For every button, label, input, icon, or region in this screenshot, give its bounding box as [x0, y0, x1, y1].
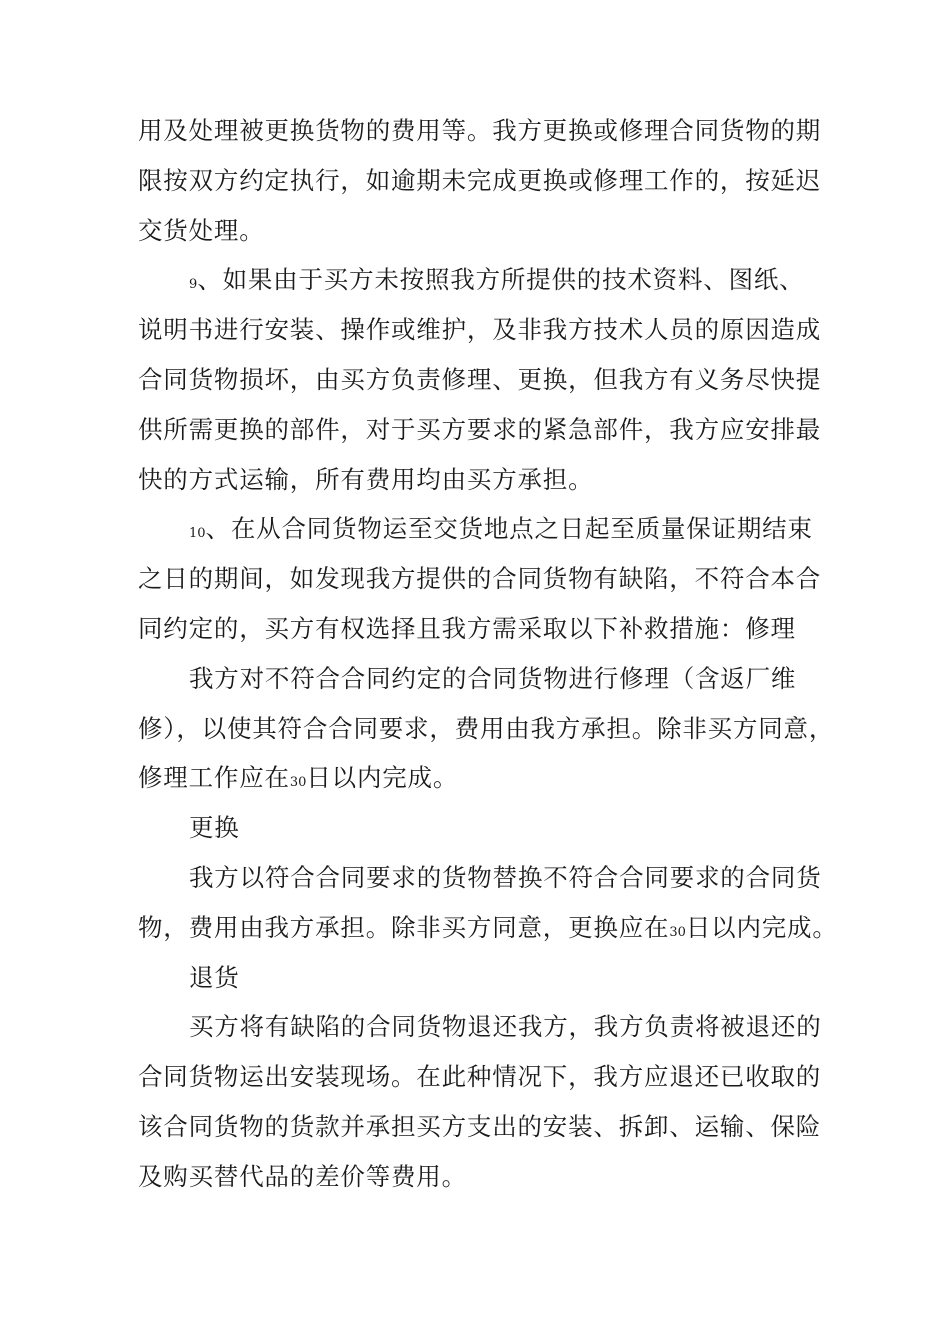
days-number: 30 [289, 775, 307, 791]
replace-paragraph-first-line: 我方以符合合同要求的货物替换不符合合同要求的合同货 [189, 862, 822, 892]
text-line-8: 快的方式运输，所有费用均由买方承担。 [138, 464, 594, 494]
text-line-17: 物，费用由我方承担。除非买方同意，更换应在30日以内完成。 [138, 912, 838, 942]
clause-10-first-line: 10、在从合同货物运至交货地点之日起至质量保证期结束 [189, 514, 813, 544]
text-line-22: 及购买替代品的差价等费用。 [138, 1161, 467, 1191]
text-line-2: 限按双方约定执行，如逾期未完成更换或修理工作的，按延迟 [138, 165, 822, 195]
clause-number: 9 [189, 277, 198, 293]
text-line-13: 修），以使其符合合同要求，费用由我方承担。除非买方同意， [138, 713, 835, 743]
return-paragraph-first-line: 买方将有缺陷的合同货物退还我方，我方负责将被退还的 [189, 1012, 822, 1042]
text-line-7: 供所需更换的部件，对于买方要求的紧急部件，我方应安排最 [138, 414, 822, 444]
text-line-21: 该合同货物的货款并承担买方支出的安装、拆卸、运输、保险 [138, 1111, 822, 1141]
clause-number: 10 [189, 526, 206, 542]
text-line-11: 同约定的，买方有权选择且我方需采取以下补救措施：修理 [138, 613, 796, 643]
text-line-5: 说明书进行安装、操作或维护，及非我方技术人员的原因造成 [138, 315, 822, 345]
text-line-20: 合同货物运出安装现场。在此种情况下，我方应退还已收取的 [138, 1062, 822, 1092]
return-heading: 退货 [189, 962, 240, 992]
text-line-6: 合同货物损坏，由买方负责修理、更换，但我方有义务尽快提 [138, 364, 822, 394]
text-line-14: 修理工作应在30日以内完成。 [138, 763, 459, 793]
days-number: 30 [669, 924, 686, 940]
replace-heading: 更换 [189, 813, 240, 843]
text-line-10: 之日的期间，如发现我方提供的合同货物有缺陷，不符合本合 [138, 564, 822, 594]
text-line-3: 交货处理。 [138, 215, 265, 245]
document-page [138, 106, 838, 1202]
repair-paragraph-first-line: 我方对不符合合同约定的合同货物进行修理（含返厂维 [189, 663, 797, 693]
clause-9-first-line: 9、如果由于买方未按照我方所提供的技术资料、图纸、 [189, 265, 805, 295]
text-line-1: 用及处理被更换货物的费用等。我方更换或修理合同货物的期 [138, 116, 822, 145]
